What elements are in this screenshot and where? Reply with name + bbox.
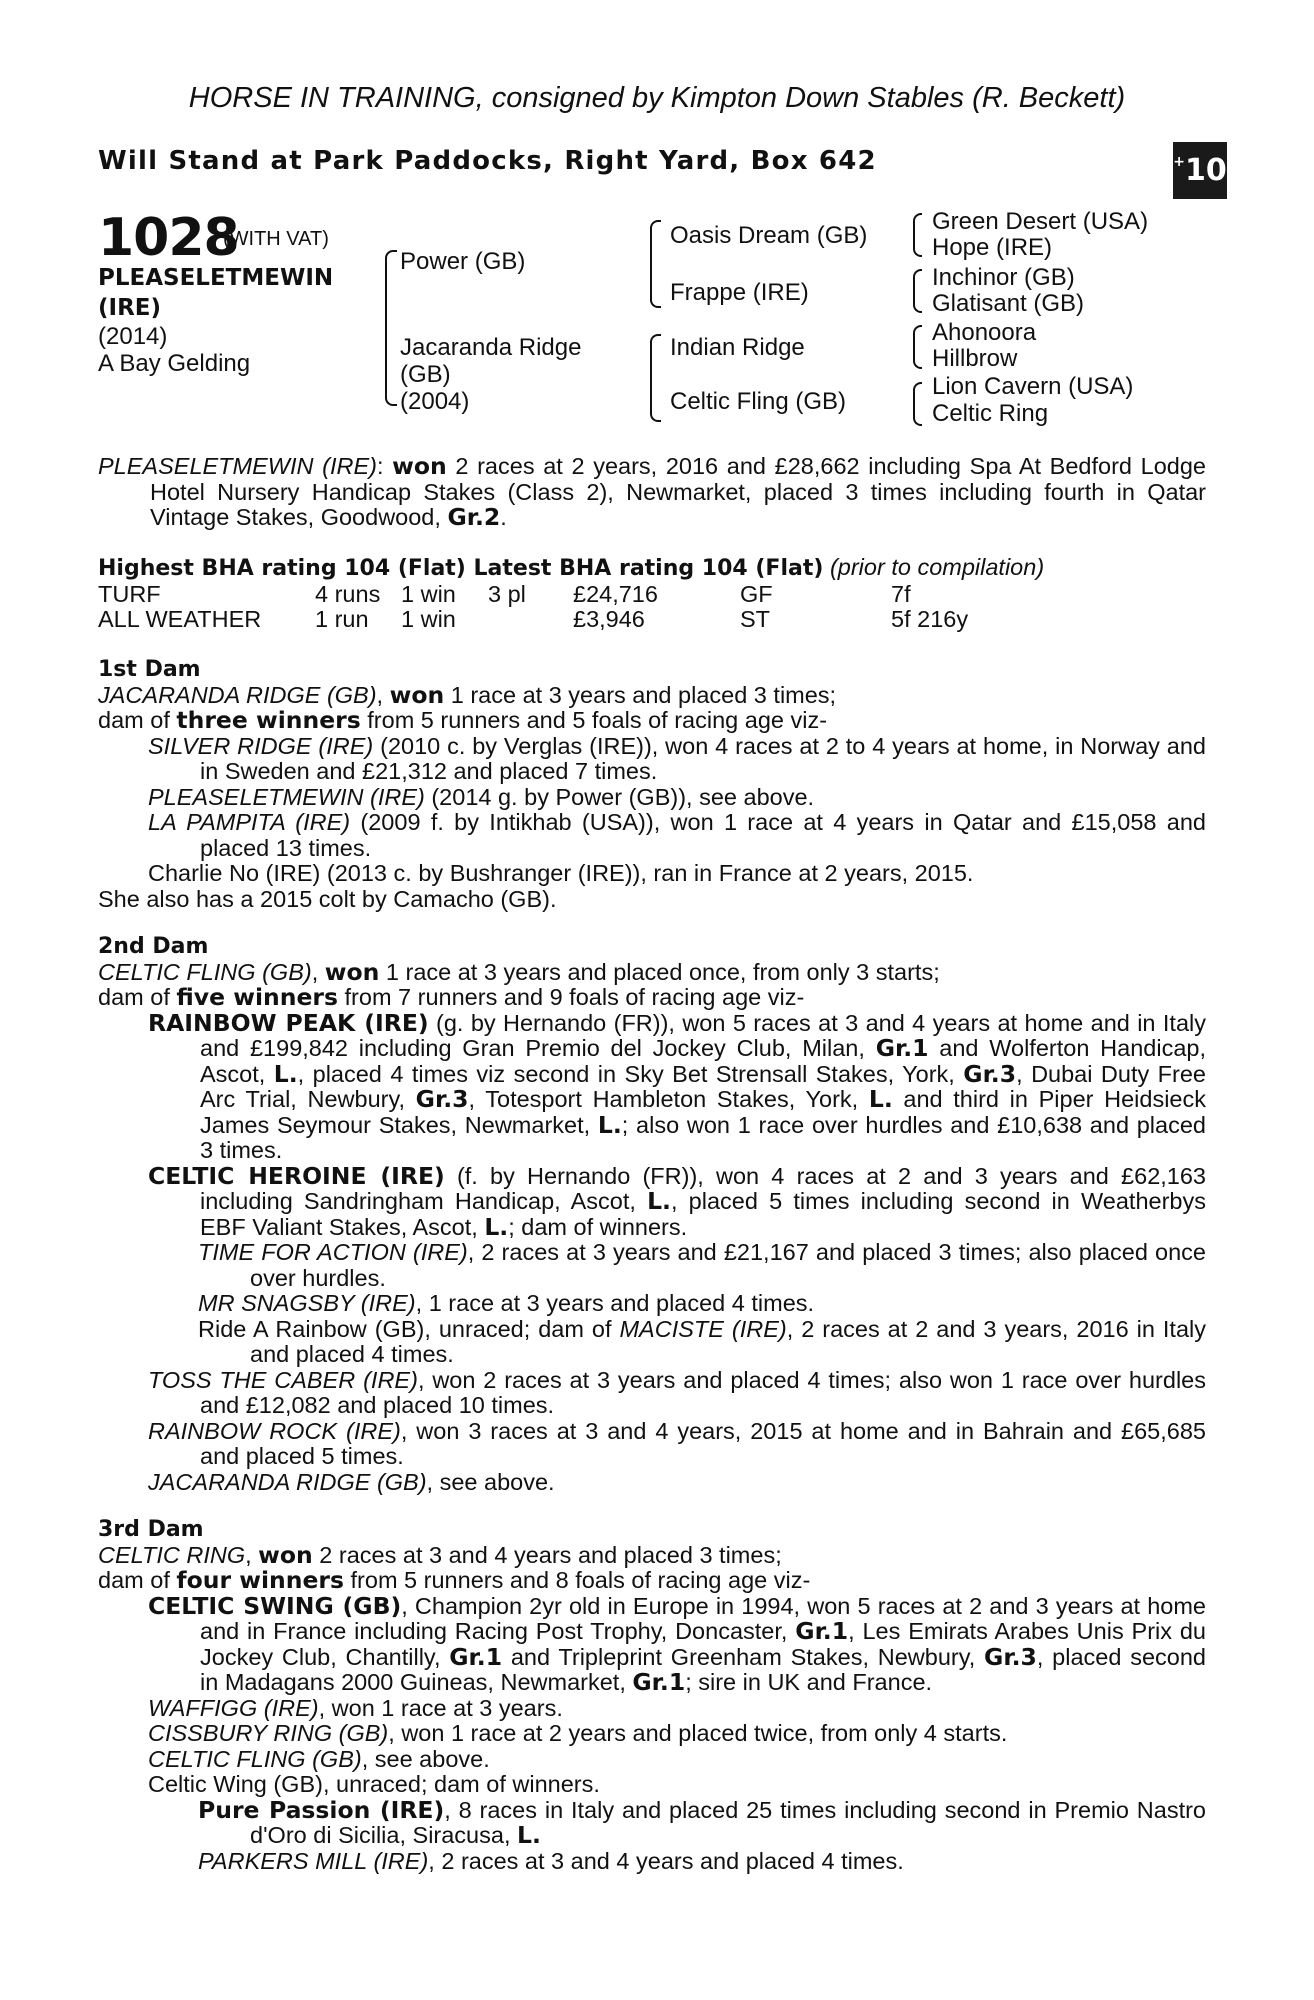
text: , 2 races at 3 and 4 years and placed 4 times.: [428, 1847, 904, 1874]
text: , 2 races at 3 years and £21,167 and placed 3 times; also placed once over hurdles.: [250, 1239, 1206, 1291]
offspring-name: CISSBURY RING (GB): [148, 1720, 389, 1746]
placed-cell: 3 pl: [488, 580, 526, 607]
text: (f. by Hernando (FR)), won 4 races at 2 and 3 years and £62,163 including Sandringham Handicap, Ascot,: [200, 1162, 1206, 1214]
offspring-entry: [148, 1470, 1206, 1496]
text: Ride A Rainbow (GB), unraced; dam of: [198, 1315, 620, 1342]
offspring-name: SILVER RIDGE (IRE): [148, 732, 374, 759]
offspring-entry: [148, 1747, 1206, 1773]
third-dam-produce-line: [98, 1568, 1206, 1594]
pedigree-brace: [650, 334, 661, 422]
text: ; dam of winners.: [508, 1213, 688, 1240]
grade: Gr.1: [449, 1642, 503, 1671]
dam-text: 2 races at 3 and 4 years and placed 3 times;: [312, 1541, 782, 1568]
additional-foal: She also has a 2015 colt by Camacho (GB).: [98, 885, 557, 912]
summary-text: 2 races at 2 years, 2016 and £28,662 including Spa At Bedford Lodge Hotel Nursery Handicap Stakes (Class 2), Newmarket, placed 3 times including fourth in Qatar Vintage Stakes, Goodwood,: [150, 453, 1206, 530]
badge-plus: +: [1173, 154, 1185, 170]
offspring-name: CELTIC SWING (GB): [148, 1591, 402, 1620]
offspring-name: Pure Passion (IRE): [198, 1795, 445, 1824]
pedigree-brace: [913, 382, 922, 426]
horse-origin: (IRE): [98, 295, 162, 321]
going-cell: GF: [740, 580, 773, 607]
grade: L.: [273, 1059, 298, 1088]
offspring-entry: Celtic Wing (GB), unraced; dam of winners.: [148, 1771, 600, 1797]
rating-badge: [1173, 142, 1227, 199]
wins-cell: 1 win: [401, 606, 456, 632]
badge-value: 10: [1184, 153, 1227, 188]
text: , Les Emirats Arabes Unis Prix du Jockey Club, Chantilly,: [200, 1618, 1206, 1670]
dam-dam-sire: Lion Cavern (USA): [932, 373, 1134, 400]
horse-description: A Bay Gelding: [98, 350, 251, 377]
rating-heading: Highest BHA rating 104 (Flat) Latest BHA rating 104 (Flat): [98, 556, 824, 581]
offspring-entry: [148, 1696, 1206, 1722]
dam-origin: (GB): [400, 361, 451, 388]
winners-count: four winners: [176, 1566, 344, 1594]
grand-offspring-entry: [198, 1849, 1206, 1875]
sire-dam: Frappe (IRE): [670, 279, 809, 306]
text: , see above.: [426, 1468, 555, 1495]
winners-count: three winners: [176, 706, 361, 734]
text: , 2 races at 2 and 3 years, 2016 in Italy and placed 4 times.: [250, 1315, 1207, 1367]
dam-dam: Celtic Fling (GB): [670, 388, 847, 415]
grade: Gr.1: [795, 1617, 849, 1645]
dam-year: (2004): [400, 388, 470, 415]
grade: L.: [517, 1821, 541, 1849]
dam-text: 1 race at 3 years and placed 3 times;: [444, 681, 837, 708]
text: from 7 runners and 9 foals of racing age viz-: [337, 984, 805, 1010]
dam-sire: Indian Ridge: [670, 334, 805, 361]
offspring-entry: [148, 1591, 1206, 1696]
won-label: won: [389, 680, 445, 709]
text: , 1 race at 3 years and placed 4 times.: [415, 1290, 815, 1316]
surface-cell: ALL WEATHER: [98, 606, 262, 632]
dam-text: 1 race at 3 years and placed once, from only 3 starts;: [379, 958, 940, 985]
distance-cell: 7f: [891, 580, 911, 607]
grade: Gr.1: [632, 1668, 686, 1696]
dam-name: CELTIC FLING (GB): [98, 958, 312, 985]
grade: L.: [597, 1110, 622, 1139]
pedigree-brace: [385, 250, 397, 406]
offspring-name: RAINBOW ROCK (IRE): [148, 1417, 401, 1444]
text: , 8 races in Italy and placed 25 times including second in Premio Nastro d'Oro di Sicilia, Siracusa,: [250, 1796, 1206, 1848]
pedigree-brace: [913, 213, 922, 257]
dam-dam-dam: Celtic Ring: [932, 400, 1049, 427]
rating-heading-line: [98, 555, 1206, 582]
grand-offspring-entry: [198, 1317, 1206, 1368]
offspring-name: RAINBOW PEAK (IRE): [148, 1008, 429, 1037]
sire-dam-dam: Glatisant (GB): [932, 290, 1085, 317]
offspring-entry: [148, 1721, 1206, 1747]
pedigree-brace: [913, 269, 922, 313]
text: ; also won 1 race over hurdles and £10,638 and placed 3 times.: [200, 1111, 1206, 1163]
produce-record: [98, 657, 1206, 1874]
summary-horse-name: PLEASELETMEWIN (IRE): [98, 453, 377, 479]
sire-dam-sire: Inchinor (GB): [932, 264, 1075, 291]
text: , placed second in Madagans 2000 Guineas, Newmarket,: [200, 1643, 1206, 1695]
horse-identity: [98, 263, 333, 377]
text: , placed 4 times viz second in Sky Bet Strensall Stakes, York,: [297, 1060, 964, 1087]
summary-grade: Gr.2: [447, 503, 501, 531]
offspring-text: (2009 f. by Intikhab (USA)), won 1 race at 4 years in Qatar and £15,058 and placed 13 times.: [200, 809, 1206, 861]
table-row: [98, 582, 968, 608]
second-dam-produce-line: [98, 985, 1206, 1011]
rating-block: [98, 555, 1206, 633]
grade: L.: [868, 1085, 893, 1113]
text: from 5 runners and 8 foals of racing age viz-: [344, 1567, 811, 1593]
offspring-name: TIME FOR ACTION (IRE): [198, 1239, 468, 1265]
vat-label: (WITH VAT): [223, 228, 329, 250]
offspring-name: PARKERS MILL (IRE): [198, 1847, 429, 1874]
grand-offspring-entry: [198, 1795, 1206, 1849]
first-dam-line: JACARANDA RIDGE (GB), won 1 race at 3 years and placed 3 times;: [98, 680, 837, 709]
distance-cell: 5f 216y: [891, 606, 969, 632]
pedigree-brace: [650, 220, 661, 308]
surface-cell: TURF: [98, 580, 161, 607]
offspring-entry: [148, 1161, 1206, 1241]
grade: Gr.3: [984, 1642, 1037, 1671]
text: , won 2 races at 3 years and placed 4 times; also won 1 race over hurdles and £12,082 and placed 10 times.: [200, 1366, 1206, 1418]
text: and third in Piper Heidsieck James Seymour Stakes, Newmarket,: [200, 1086, 1206, 1138]
runs-cell: 4 runs: [315, 580, 381, 607]
placed-cell: [488, 607, 573, 633]
text: from 5 runners and 5 foals of racing age viz-: [360, 707, 828, 733]
dam-name: CELTIC RING: [98, 1541, 246, 1568]
text: and Tripleprint Greenham Stakes, Newbury,: [502, 1643, 985, 1670]
text: , won 1 race at 3 years.: [318, 1694, 563, 1721]
lot-number: 1028: [98, 208, 239, 268]
summary-end: .: [500, 504, 507, 530]
offspring-name: MR SNAGSBY (IRE): [198, 1290, 416, 1316]
rating-note: (prior to compilation): [829, 554, 1045, 580]
first-dam-produce-line: [98, 708, 1206, 734]
grade: Gr.1: [875, 1034, 929, 1062]
offspring-name: MACISTE (IRE): [619, 1315, 787, 1342]
offspring-name: TOSS THE CABER (IRE): [148, 1366, 418, 1393]
offspring-entry: [148, 810, 1206, 861]
text: and Wolferton Handicap, Ascot,: [200, 1035, 1206, 1087]
consignor-header: HORSE IN TRAINING, consigned by Kimpton Down Stables (R. Beckett): [188, 82, 1126, 114]
text: , Dubai Duty Free Arc Trial, Newbury,: [200, 1060, 1206, 1112]
grade: L.: [484, 1212, 509, 1241]
going-cell: ST: [740, 606, 771, 632]
pedigree-brace: [913, 325, 922, 369]
text: dam of: [98, 1567, 177, 1593]
prize-cell: £24,716: [573, 580, 658, 607]
text: , Champion 2yr old in Europe in 1994, won 5 races at 2 and 3 years at home and in France including Racing Post Trophy, Doncaster,: [200, 1592, 1206, 1644]
offspring-entry: [148, 734, 1206, 785]
prize-cell: £3,946: [573, 606, 645, 632]
sire-sire-sire: Green Desert (USA): [932, 208, 1149, 235]
horse-name: PLEASELETMEWIN: [98, 265, 334, 291]
offspring-entry: [148, 1368, 1206, 1419]
stand-location: Will Stand at Park Paddocks, Right Yard, Box 642: [98, 146, 877, 176]
wins-cell: 1 win: [401, 580, 456, 607]
sire-sire-dam: Hope (IRE): [932, 234, 1053, 261]
second-dam-line: CELTIC FLING (GB), won 1 race at 3 years and placed once, from only 3 starts;: [98, 957, 940, 986]
race-summary: [98, 454, 1206, 531]
summary-won: won: [392, 452, 447, 480]
dam-sire-dam: Hillbrow: [932, 345, 1018, 372]
offspring-entry: [148, 1008, 1206, 1164]
offspring-name: LA PAMPITA (IRE): [148, 809, 351, 835]
grand-offspring-entry: [198, 1291, 1206, 1317]
grade: L.: [647, 1187, 671, 1215]
offspring-entry: [148, 785, 1206, 811]
text: , won 3 races at 3 and 4 years, 2015 at home and in Bahrain and £65,685 and placed 5 times.: [200, 1417, 1206, 1469]
dam-name: Jacaranda Ridge: [400, 334, 582, 361]
grade: Gr.3: [415, 1085, 469, 1113]
first-dam-heading: 1st Dam: [98, 657, 201, 682]
rating-table: [98, 582, 968, 633]
third-dam-line: CELTIC RING, won 2 races at 3 and 4 years and placed 3 times;: [98, 1540, 782, 1569]
table-row: [98, 607, 968, 633]
second-dam-heading: 2nd Dam: [98, 934, 209, 959]
runs-cell: 1 run: [315, 606, 369, 632]
offspring-name: JACARANDA RIDGE (GB): [148, 1468, 427, 1495]
offspring-entry: [148, 1419, 1206, 1470]
dam-name: JACARANDA RIDGE (GB): [98, 681, 377, 708]
grade: Gr.3: [963, 1059, 1017, 1088]
offspring-name: CELTIC FLING (GB): [148, 1745, 362, 1772]
offspring-entry: Charlie No (IRE) (2013 c. by Bushranger (IRE)), ran in France at 2 years, 2015.: [148, 860, 974, 886]
offspring-text: (2010 c. by Verglas (IRE)), won 4 races at 2 to 4 years at home, in Norway and in Sweden and £21,312 and placed 7 times.: [200, 732, 1206, 784]
offspring-name: WAFFIGG (IRE): [148, 1694, 319, 1721]
sire-sire: Oasis Dream (GB): [670, 222, 868, 249]
won-label: won: [258, 1540, 313, 1569]
sire-name: Power (GB): [400, 248, 526, 275]
text: , Totesport Hambleton Stakes, York,: [468, 1086, 869, 1112]
offspring-text: (2014 g. by Power (GB)), see above.: [424, 783, 815, 810]
summary-colon: :: [376, 453, 384, 479]
summary-paragraph: [98, 454, 1206, 531]
foaling-year: (2014): [98, 323, 168, 350]
text: dam of: [98, 984, 177, 1010]
offspring-name: CELTIC HEROINE (IRE): [148, 1161, 445, 1190]
won-label: won: [324, 957, 380, 986]
text: (g. by Hernando (FR)), won 5 races at 3 and 4 years at home and in Italy and £199,842 including Gran Premio del Jockey Club, Milan,: [200, 1009, 1206, 1061]
text: , placed 5 times including second in Weatherbys EBF Valiant Stakes, Ascot,: [200, 1188, 1206, 1240]
offspring-name: PLEASELETMEWIN (IRE): [148, 783, 425, 810]
winners-count: five winners: [176, 983, 338, 1011]
text: , won 1 race at 2 years and placed twice, from only 4 starts.: [388, 1720, 1008, 1746]
grand-offspring-entry: [198, 1240, 1206, 1291]
dam-sire-sire: Ahonoora: [932, 319, 1037, 346]
text: ; sire in UK and France.: [685, 1669, 933, 1695]
text: dam of: [98, 707, 177, 733]
third-dam-heading: 3rd Dam: [98, 1517, 204, 1542]
text: , see above.: [361, 1745, 490, 1772]
